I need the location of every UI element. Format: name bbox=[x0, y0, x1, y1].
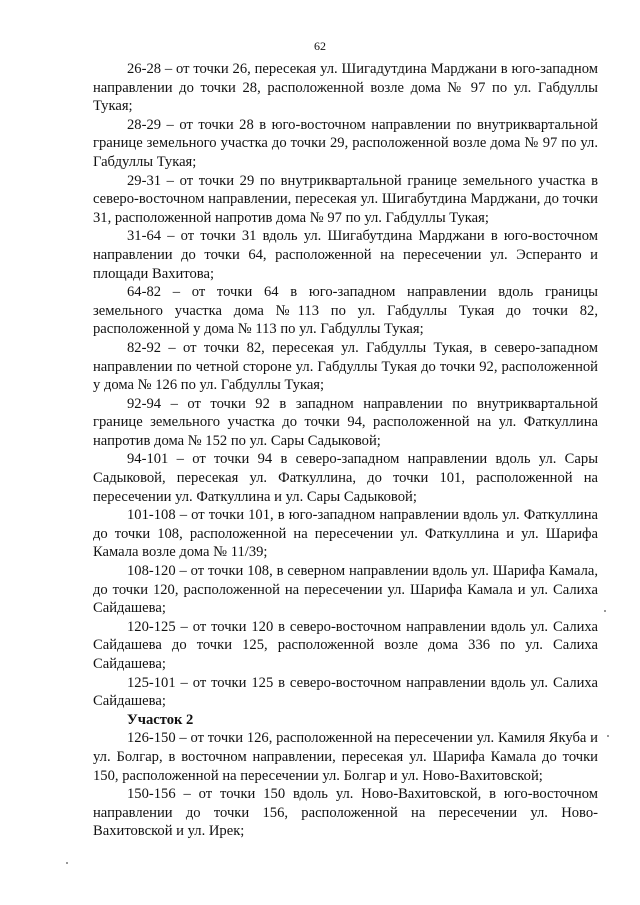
boundary-segment-126-150: 126-150 – от точки 126, расположенной на пересечении ул. Камиля Якуба и ул. Болгар, в восточном направлении, пересекая ул. Шарифа Камала до точки 150, расположенной на пересечении ул. Болгар и ул. Ново-Вахитовской; bbox=[93, 730, 598, 784]
boundary-segment-29-31: 29-31 – от точки 29 по внутриквартальной границе земельного участка в северо-восточном направлении, пересекая ул. Шигабутдина Марджани, до точки 31, расположенной напротив дома № 97 по ул. Габдуллы Тукая; bbox=[93, 172, 598, 226]
boundary-segment-101-108: 101-108 – от точки 101, в юго-западном направлении вдоль ул. Фаткуллина до точки 108, расположенной на пересечении ул. Фаткуллина и ул. Шарифа Камала возле дома № 11/39; bbox=[93, 507, 598, 561]
boundary-segment-26-28: 26-28 – от точки 26, пересекая ул. Шигадутдина Марджани в юго-западном направлении до точки 28, расположенной возле дома № 97 по ул. Габдуллы Тукая; bbox=[93, 61, 598, 115]
boundary-segment-125-101: 125-101 – от точки 125 в северо-восточном направлении вдоль ул. Салиха Сайдашева; bbox=[93, 674, 598, 710]
scan-speck bbox=[66, 862, 68, 864]
boundary-segment-28-29: 28-29 – от точки 28 в юго-восточном направлении по внутриквартальной границе земельного участка до точки 29, расположенной возле дома № 97 по ул. Габдуллы Тукая; bbox=[93, 116, 598, 170]
boundary-segment-108-120: 108-120 – от точки 108, в северном направлении вдоль ул. Шарифа Камала, до точки 120, расположенной на пересечении ул. Шарифа Камала и ул. Салиха Сайдашева; bbox=[93, 563, 598, 617]
section-heading: Участок 2 bbox=[127, 711, 194, 728]
boundary-segment-150-156: 150-156 – от точки 150 вдоль ул. Ново-Вахитовской, в юго-восточном направлении до точки 156, расположенной на пересечении ул. Ново-Вахитовской и ул. Ирек; bbox=[93, 786, 598, 840]
boundary-segment-82-92: 82-92 – от точки 82, пересекая ул. Габдуллы Тукая, в северо-западном направлении по четной стороне ул. Габдуллы Тукая до точки 92, расположенной у дома № 126 по ул. Габдуллы Тукая; bbox=[93, 339, 598, 394]
document-body bbox=[93, 60, 598, 841]
scan-speck bbox=[607, 735, 609, 737]
boundary-segment-94-101: 94-101 – от точки 94 в северо-западном направлении вдоль ул. Сары Садыковой, пересекая ул. Фаткуллина, до точки 101, расположенной на пересечении ул. Фаткуллина и ул. Сары Садыковой; bbox=[93, 451, 598, 505]
boundary-segment-64-82: 64-82 – от точки 64 в юго-западном направлении вдоль границы земельного участка дома №113 по ул. Габдуллы Тукая до точки 82, расположенной у дома № 113 по ул. Габдуллы Тукая; bbox=[93, 284, 598, 338]
boundary-segment-92-94: 92-94 – от точки 92 в западном направлении по внутриквартальной границе земельного участка до точки 94, расположенной на ул. Фаткуллина напротив дома № 152 по ул. Сары Садыковой; bbox=[93, 395, 598, 449]
boundary-segment-31-64: 31-64 – от точки 31 вдоль ул. Шигабутдина Марджани в юго-восточном направлении до точки 64, расположенной на пересечении ул. Эсперанто и площади Вахитова; bbox=[93, 228, 598, 282]
boundary-segment-120-125: 120-125 – от точки 120 в северо-восточном направлении вдоль ул. Салиха Сайдашева до точки 125, расположенной возле дома 336 по ул. Салиха Сайдашева; bbox=[93, 618, 598, 672]
page-number: 62 bbox=[314, 39, 326, 53]
scan-speck bbox=[604, 610, 606, 612]
